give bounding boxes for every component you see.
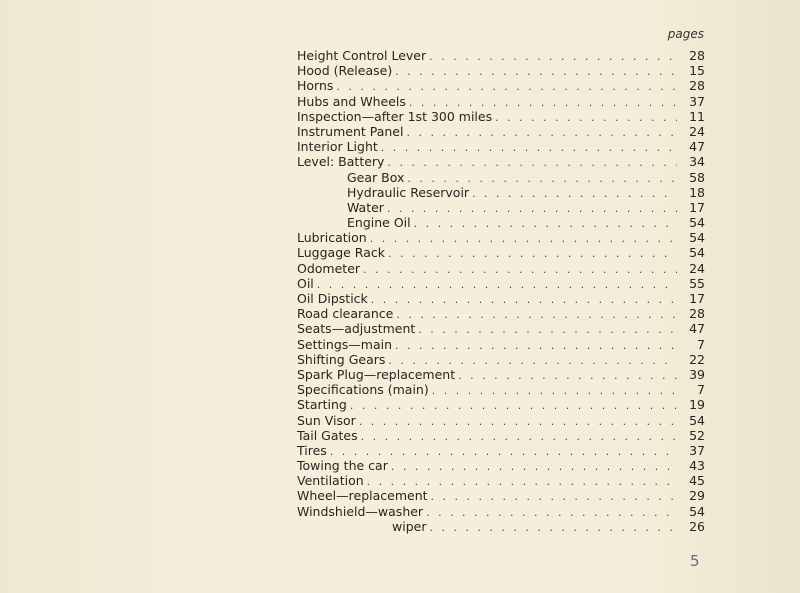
index-entry (297, 154, 705, 169)
dot-leader (330, 444, 677, 459)
index-entry-label: Height Control Lever (297, 48, 427, 63)
dot-leader (407, 171, 677, 186)
index-entry-page: 34 (689, 154, 705, 170)
index-entry-label: Spark Plug—replacement (297, 366, 456, 382)
index-entry-label: Tires (297, 442, 327, 458)
dot-leader (387, 155, 677, 170)
index-entry (297, 352, 705, 367)
index-entry-page: 55 (689, 275, 705, 291)
index-entry (297, 109, 705, 124)
index-entry-page: 11 (689, 108, 705, 124)
index-entry-label: Ventilation (297, 473, 364, 489)
dot-leader (381, 140, 677, 155)
index-entry (297, 124, 705, 139)
index-entry-label: Instrument Panel (297, 123, 404, 139)
dot-leader (409, 95, 677, 110)
index-entry (297, 458, 705, 473)
dot-leader (406, 125, 677, 140)
index-entry-label: Hubs and Wheels (297, 93, 406, 109)
index-entry (297, 245, 705, 260)
index-entry-label: Interior Light (297, 139, 378, 155)
page-number: 5 (690, 552, 700, 570)
index-entry (297, 200, 705, 215)
index-entry-page: 7 (697, 336, 705, 352)
index-entry (297, 504, 705, 519)
index-entry-page: 28 (689, 306, 705, 322)
dot-leader (418, 322, 677, 337)
index-entry-label: Towing the car (297, 458, 388, 474)
index-entry-label: Inspection—after 1st 300 miles (297, 108, 493, 124)
dot-leader (350, 398, 677, 413)
dot-leader (472, 186, 677, 201)
dot-leader (414, 216, 677, 231)
index-entry-page: 7 (697, 382, 705, 398)
index-entry-page: 54 (689, 230, 705, 246)
index-entry-page: 22 (689, 351, 705, 367)
index-entry-page: 17 (689, 199, 705, 215)
index-entry-label: Horns (297, 78, 334, 94)
index-entry (297, 78, 705, 93)
index-entry (297, 321, 705, 336)
dot-leader (429, 520, 677, 535)
index-entry (297, 382, 705, 397)
index-entry-page: 17 (689, 291, 705, 306)
index-entry (297, 519, 705, 534)
index-entry (297, 261, 705, 276)
index-entry-page: 26 (689, 518, 705, 534)
dot-leader (361, 429, 677, 444)
index-entry-page: 28 (689, 78, 705, 94)
index-entry-page: 39 (689, 366, 705, 382)
index-list (297, 48, 705, 534)
index-entry (297, 215, 705, 230)
index-entry (297, 473, 705, 488)
index-entry-label: Oil Dipstick (297, 291, 368, 306)
index-entry-label: Windshield—washer (297, 503, 424, 519)
index-entry-label: Hydraulic Reservoir (347, 184, 470, 200)
dot-leader (426, 505, 677, 520)
index-entry-page: 58 (689, 169, 705, 185)
dot-leader (458, 368, 677, 383)
dot-leader (388, 246, 677, 261)
index-entry-page: 37 (689, 93, 705, 109)
dot-leader (431, 489, 677, 504)
index-entry (297, 306, 705, 321)
dot-leader (371, 292, 677, 307)
index-entry-page: 45 (689, 473, 705, 489)
index-entry-page: 52 (689, 427, 705, 443)
index-entry-page: 54 (689, 245, 705, 261)
index-entry (297, 367, 705, 382)
index-entry (297, 428, 705, 443)
index-entry-page: 29 (689, 488, 705, 504)
dot-leader (370, 231, 677, 246)
index-entry (297, 230, 705, 245)
index-entry-label: Road clearance (297, 306, 394, 322)
index-entry (297, 276, 705, 291)
index-entry-label: Oil (297, 275, 314, 291)
index-entry-page: 47 (689, 321, 705, 337)
index-entry-page: 47 (689, 139, 705, 155)
dot-leader (363, 262, 677, 277)
index-entry (297, 170, 705, 185)
index-entry (297, 397, 705, 412)
dot-leader (387, 201, 677, 216)
index-entry-label: Water (347, 199, 384, 215)
index-entry-label: Shifting Gears (297, 351, 386, 367)
index-entry-label: Tail Gates (297, 427, 358, 443)
index-entry-label: Settings—main (297, 336, 393, 352)
index-entry-page: 24 (689, 260, 705, 276)
index-entry (297, 139, 705, 154)
index-entry-page: 54 (689, 412, 705, 428)
index-entry-page: 54 (689, 215, 705, 231)
index-entry-page: 28 (689, 48, 705, 63)
dot-leader (395, 338, 677, 353)
pages-column-header: pages (667, 27, 704, 41)
index-entry (297, 413, 705, 428)
dot-leader (395, 64, 677, 79)
index-entry-label: Wheel—replacement (297, 488, 428, 504)
index-entry (297, 63, 705, 78)
index-entry (297, 488, 705, 503)
dot-leader (396, 307, 677, 322)
index-entry-page: 37 (689, 442, 705, 458)
index-entry (297, 185, 705, 200)
index-entry-page: 54 (689, 503, 705, 519)
index-entry-page: 43 (689, 458, 705, 474)
index-entry (297, 443, 705, 458)
index-entry-label: Specifications (main) (297, 382, 429, 398)
index-entry-page: 15 (689, 63, 705, 79)
index-entry-page: 19 (689, 397, 705, 413)
index-entry (297, 291, 705, 306)
dot-leader (336, 79, 677, 94)
dot-leader (495, 110, 677, 125)
index-entry-label: Lubrication (297, 230, 367, 246)
index-entry-page: 18 (689, 184, 705, 200)
index-entry (297, 48, 705, 63)
dot-leader (432, 383, 677, 398)
dot-leader (388, 353, 677, 368)
index-entry (297, 337, 705, 352)
index-entry-page: 24 (689, 123, 705, 139)
index-entry-label: Level: Battery (297, 154, 385, 170)
index-entry-label: Odometer (297, 260, 361, 276)
index-entry-label: Sun Visor (297, 412, 356, 428)
index-entry-label: Seats—adjustment (297, 321, 416, 337)
index-entry-label: Engine Oil (347, 215, 411, 231)
index-entry-label: Hood (Release) (297, 63, 393, 79)
dot-leader (391, 459, 677, 474)
dot-leader (429, 49, 677, 64)
index-entry-label: Starting (297, 397, 347, 413)
dot-leader (367, 474, 677, 489)
index-entry-label: wiper (392, 518, 427, 534)
index-entry-label: Gear Box (347, 169, 405, 185)
dot-leader (317, 277, 677, 292)
index-entry-label: Luggage Rack (297, 245, 385, 261)
index-entry (297, 94, 705, 109)
dot-leader (359, 414, 677, 429)
